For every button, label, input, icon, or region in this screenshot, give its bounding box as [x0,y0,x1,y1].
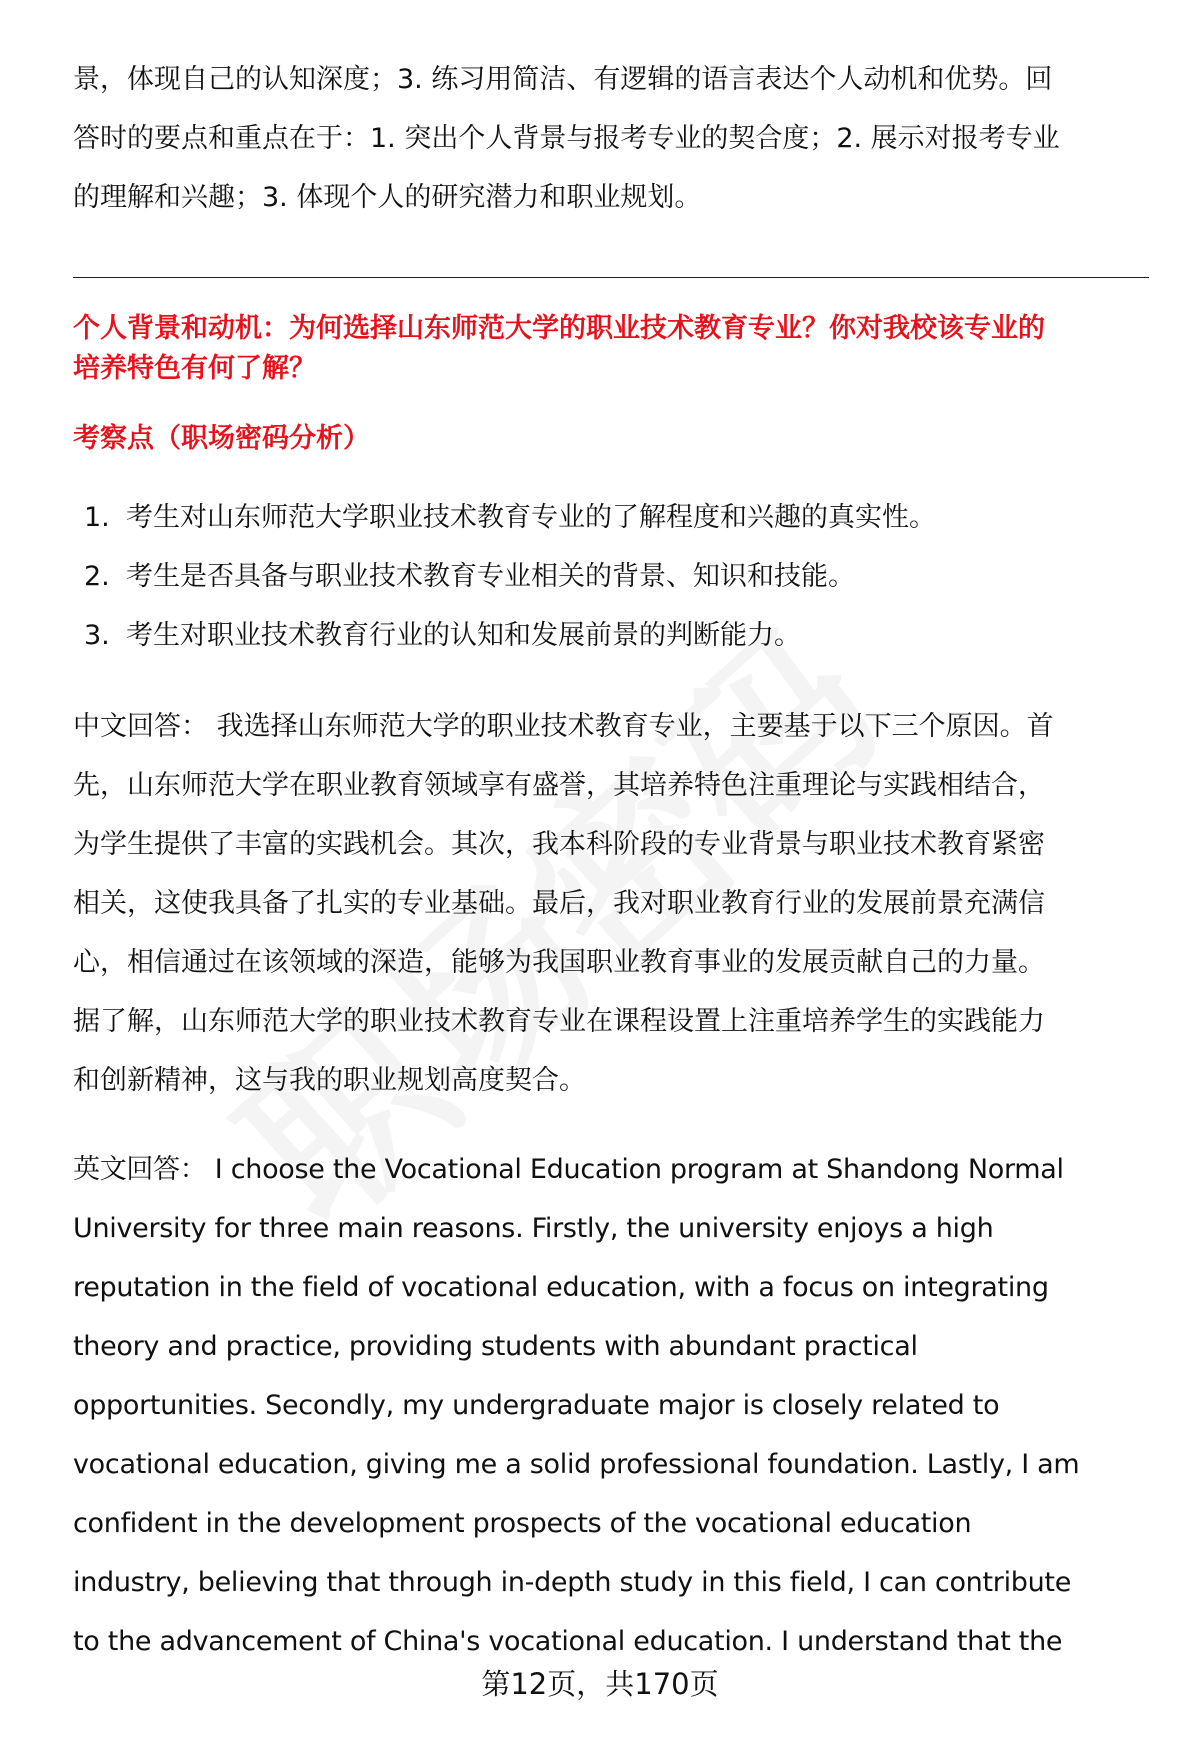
text-line: 的理解和兴趣；3. 体现个人的研究潜力和职业规划。 [73,182,702,213]
analysis-list [84,488,936,665]
text-line: 中文回答： 我选择山东师范大学的职业技术教育专业，主要基于以下三个原因。首 [73,711,1054,742]
text-line: to the advancement of China's vocational education. I understand that the [73,1626,1063,1657]
text-line: 先，山东师范大学在职业教育领域享有盛誉，其培养特色注重理论与实践相结合， [73,770,1045,801]
text-line: 据了解，山东师范大学的职业技术教育专业在课程设置上注重培养学生的实践能力 [73,1006,1045,1037]
analysis-heading: 考察点（职场密码分析） [73,423,370,454]
text-line: 和创新精神，这与我的职业规划高度契合。 [73,1065,586,1096]
list-item: 2. 考生是否具备与职业技术教育专业相关的背景、知识和技能。 [84,561,855,592]
chinese-answer [73,697,1149,1110]
divider [73,277,1149,278]
question-line: 个人背景和动机：为何选择山东师范大学的职业技术教育专业？你对我校该专业的 [73,313,1045,344]
text-line: 答时的要点和重点在于：1. 突出个人背景与报考专业的契合度；2. 展示对报考专业 [73,123,1060,154]
intro-paragraph [73,50,1149,227]
text-line: reputation in the field of vocational education, with a focus on integrating [73,1272,1049,1303]
text-line: 心，相信通过在该领域的深造，能够为我国职业教育事业的发展贡献自己的力量。 [73,947,1045,978]
list-item: 3. 考生对职业技术教育行业的认知和发展前景的判断能力。 [84,620,801,651]
text-line: 相关，这使我具备了扎实的专业基础。最后，我对职业教育行业的发展前景充满信 [73,888,1045,919]
text-line: theory and practice, providing students with abundant practical [73,1331,918,1362]
text-line: 英文回答： I choose the Vocational Education program at Shandong Normal [73,1154,1064,1185]
text-line: 为学生提供了丰富的实践机会。其次，我本科阶段的专业背景与职业技术教育紧密 [73,829,1045,860]
text-line: University for three main reasons. Firstly, the university enjoys a high [73,1213,994,1244]
text-line: vocational education, giving me a solid professional foundation. Lastly, I am [73,1449,1080,1480]
page-number: 第12页，共170页 [481,1667,719,1701]
text-line: confident in the development prospects of the vocational education [73,1508,972,1539]
text-line: industry, believing that through in-depth study in this field, I can contribute [73,1567,1072,1598]
english-answer [73,1140,1149,1671]
text-line: 景，体现自己的认知深度；3. 练习用简洁、有逻辑的语言表达个人动机和优势。回 [73,64,1053,95]
question-heading [73,309,1149,389]
list-item: 1. 考生对山东师范大学职业技术教育专业的了解程度和兴趣的真实性。 [84,502,936,533]
text-line: opportunities. Secondly, my undergraduate major is closely related to [73,1390,1000,1421]
question-line: 培养特色有何了解？ [73,353,316,384]
